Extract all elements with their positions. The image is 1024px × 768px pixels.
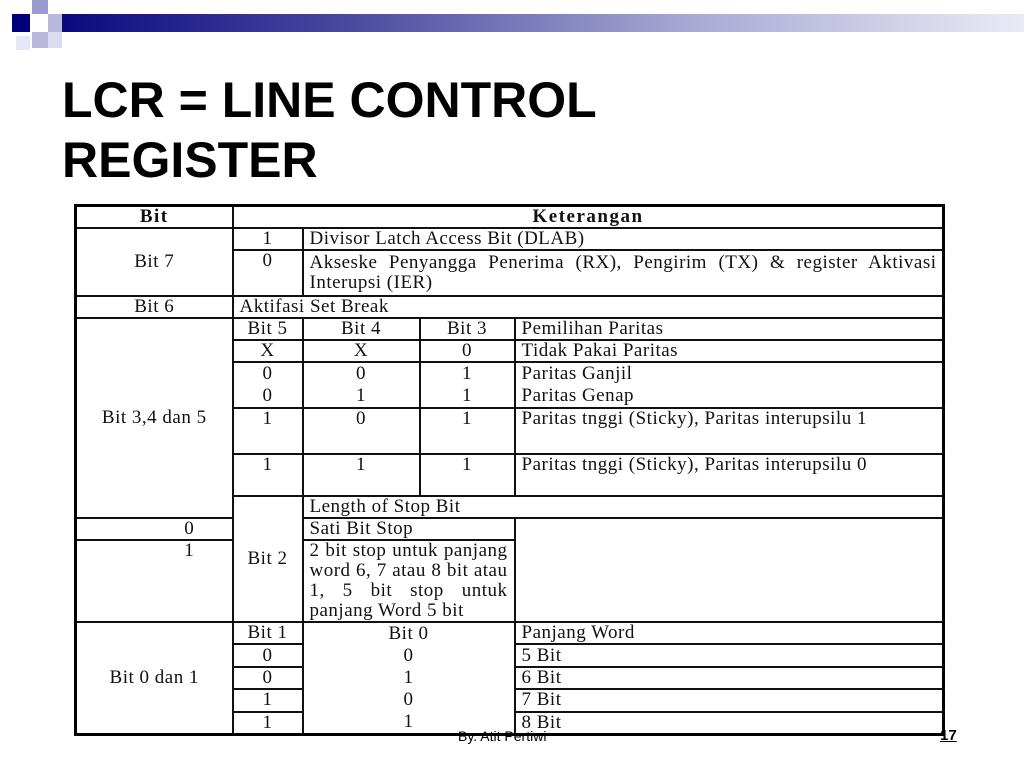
bit5-value: X <box>233 340 303 362</box>
word-length: 7 Bit <box>515 689 944 711</box>
header-keterangan: Keterangan <box>233 206 944 229</box>
bit4-value: 1 <box>356 385 366 406</box>
table-row <box>76 518 944 540</box>
bit345-label: Bit 3,4 dan 5 <box>76 318 233 518</box>
bit0-value: 0 <box>403 645 414 666</box>
decor-square <box>32 32 48 48</box>
bit345-col-bit3: Bit 3 <box>420 318 515 340</box>
bit345-col-bit4: Bit 4 <box>303 318 420 340</box>
bit2-value: 0 <box>76 518 303 540</box>
bit01-label: Bit 0 dan 1 <box>76 622 233 735</box>
top-gradient-bar <box>62 14 1024 32</box>
decor-square-dark <box>12 14 30 32</box>
bit4-value: 0 <box>356 363 366 384</box>
bit4-value: 1 <box>303 454 420 496</box>
bit6-desc: Aktifasi Set Break <box>233 296 944 318</box>
table-row <box>76 622 944 644</box>
bit6-label: Bit 6 <box>76 296 233 318</box>
parity-desc: Paritas Genap <box>521 385 635 406</box>
bit345-col-desc: Pemilihan Paritas <box>515 318 944 340</box>
bit5-value: 0 <box>262 385 273 406</box>
table-row <box>76 540 944 622</box>
bit7-value: 0 <box>233 250 303 296</box>
bit3-value: 1 <box>462 363 472 384</box>
bit0-header: Bit 0 <box>388 623 429 644</box>
bit5-value: 0 <box>262 363 273 384</box>
bit7-label: Bit 7 <box>76 228 233 296</box>
word-length: 5 Bit <box>515 644 944 666</box>
parity-desc: Paritas Ganjil <box>521 363 633 384</box>
bit4-value: 0 <box>303 408 420 454</box>
word-length: 8 Bit <box>515 712 944 735</box>
table-row <box>76 296 944 318</box>
decor-square <box>16 36 30 50</box>
bit0-value: 1 <box>403 667 414 688</box>
bit3-values <box>420 362 515 408</box>
parity-desc: Paritas tnggi (Sticky), Paritas interupsilu 0 <box>515 454 944 496</box>
bit01-col-desc: Panjang Word <box>515 622 944 644</box>
bit01-col-bit1: Bit 1 <box>233 622 303 644</box>
bit3-value: 1 <box>420 454 515 496</box>
bit0-value: 0 <box>403 689 414 710</box>
slide-title <box>62 70 822 190</box>
parity-desc: Tidak Pakai Paritas <box>515 340 944 362</box>
page-number: 17 <box>940 727 957 744</box>
bit7-value: 1 <box>233 228 303 250</box>
word-length: 6 Bit <box>515 667 944 689</box>
bit0-value: 1 <box>403 711 414 732</box>
lcr-table <box>74 204 945 736</box>
decor-square <box>48 32 62 48</box>
bit1-value: 1 <box>233 689 303 711</box>
bit2-label: Bit 2 <box>233 496 303 622</box>
bit3-value: 1 <box>420 408 515 454</box>
bit7-desc: Akseske Penyangga Penerima (RX), Pengirim (TX) & register Aktivasi Interupsi (IER) <box>303 250 944 296</box>
decor-square <box>48 14 62 32</box>
bit1-value: 0 <box>233 667 303 689</box>
bit1-value: 0 <box>233 644 303 666</box>
bit3-value: 0 <box>420 340 515 362</box>
header-bit: Bit <box>76 206 233 229</box>
bit4-value: X <box>303 340 420 362</box>
bit7-desc: Divisor Latch Access Bit (DLAB) <box>303 228 944 250</box>
parity-desc: Paritas tnggi (Sticky), Paritas interupsilu 1 <box>515 408 944 454</box>
slide-title-line-2: REGISTER <box>62 132 318 188</box>
bit4-values <box>303 362 420 408</box>
bit1-value: 1 <box>233 712 303 735</box>
bit2-header: Length of Stop Bit <box>303 496 944 518</box>
bit3-value: 1 <box>462 385 472 406</box>
bit2-desc: 2 bit stop untuk panjang word 6, 7 atau 8 bit atau 1, 5 bit stop untuk panjang Word 5 bit <box>303 540 515 622</box>
table-header-row <box>76 206 944 229</box>
parity-descs <box>515 362 944 408</box>
table-row <box>76 228 944 250</box>
slide-title-line-1: LCR = LINE CONTROL <box>62 72 597 128</box>
bit5-value: 1 <box>233 454 303 496</box>
footer-author: By. Atit Pertiwi <box>458 728 547 744</box>
table-row <box>76 318 944 340</box>
bit2-desc: Sati Bit Stop <box>303 518 515 540</box>
bit5-value: 1 <box>233 408 303 454</box>
bit2-value: 1 <box>76 540 303 622</box>
bit0-values <box>303 622 515 735</box>
lcr-table-container <box>74 204 942 733</box>
bit345-col-bit5: Bit 5 <box>233 318 303 340</box>
bit5-values <box>233 362 303 408</box>
decor-square <box>32 0 48 14</box>
